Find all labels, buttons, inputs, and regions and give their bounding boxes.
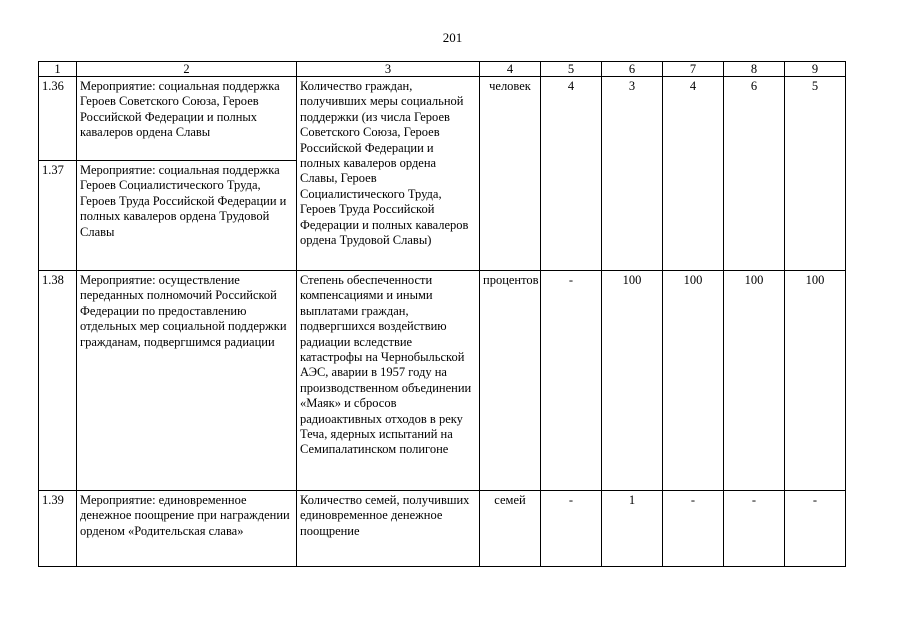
value-cell: 100	[663, 271, 724, 491]
value-cell: 3	[602, 77, 663, 271]
table-row	[39, 271, 846, 491]
indicator-cell: Количество семей, получивших единовременное денежное поощрение	[297, 491, 480, 567]
value-cell: 100	[724, 271, 785, 491]
row-number: 1.39	[39, 491, 77, 567]
value-cell: 100	[602, 271, 663, 491]
page-number: 201	[442, 30, 463, 45]
column-header: 7	[663, 62, 724, 77]
indicator-cell: Степень обеспеченности компенсациями и иными выплатами граждан, подвергшихся воздействию радиации вследствие катастрофы на Чернобыльской АЭС, аварии в 1957 году на производственном объединении «Маяк» и сбросов радиоактивных отходов в реку Теча, ядерных испытаний на Семипалатинском полигоне	[297, 271, 480, 491]
event-cell: Мероприятие: единовременное денежное поощрение при награждении орденом «Родительская слава»	[77, 491, 297, 567]
table-row	[39, 77, 846, 161]
table-header-row	[39, 62, 846, 77]
column-header: 8	[724, 62, 785, 77]
value-cell: -	[724, 491, 785, 567]
value-cell: 6	[724, 77, 785, 271]
unit-cell: человек	[480, 77, 541, 271]
unit-cell: процентов	[480, 271, 541, 491]
value-cell: -	[541, 491, 602, 567]
value-cell: -	[663, 491, 724, 567]
event-cell: Мероприятие: социальная поддержка Героев Социалистического Труда, Героев Труда Российской Федерации и полных кавалеров ордена Трудовой Славы	[77, 161, 297, 271]
value-cell: 4	[541, 77, 602, 271]
value-cell: -	[541, 271, 602, 491]
row-number: 1.37	[39, 161, 77, 271]
event-cell: Мероприятие: социальная поддержка Героев Советского Союза, Героев Российской Федерации и полных кавалеров ордена Славы	[77, 77, 297, 161]
column-header: 6	[602, 62, 663, 77]
column-header: 1	[39, 62, 77, 77]
value-cell: 4	[663, 77, 724, 271]
indicator-cell: Количество граждан, получивших меры социальной поддержки (из числа Героев Советского Союза, Героев Российской Федерации и полных кавалеров ордена Славы, Героев Социалистического Труда, Героев Труда Российской Федерации и полных кавалеров ордена Трудовой Славы)	[297, 77, 480, 271]
column-header: 4	[480, 62, 541, 77]
value-cell: -	[785, 491, 846, 567]
value-cell: 1	[602, 491, 663, 567]
unit-cell: семей	[480, 491, 541, 567]
table-row	[39, 491, 846, 567]
column-header: 5	[541, 62, 602, 77]
value-cell: 5	[785, 77, 846, 271]
column-header: 3	[297, 62, 480, 77]
indicators-table	[38, 61, 846, 567]
column-header: 9	[785, 62, 846, 77]
event-cell: Мероприятие: осуществление переданных полномочий Российской Федерации по предоставлению отдельных мер социальной поддержки гражданам, подвергшимся радиации	[77, 271, 297, 491]
column-header: 2	[77, 62, 297, 77]
row-number: 1.36	[39, 77, 77, 161]
row-number: 1.38	[39, 271, 77, 491]
value-cell: 100	[785, 271, 846, 491]
